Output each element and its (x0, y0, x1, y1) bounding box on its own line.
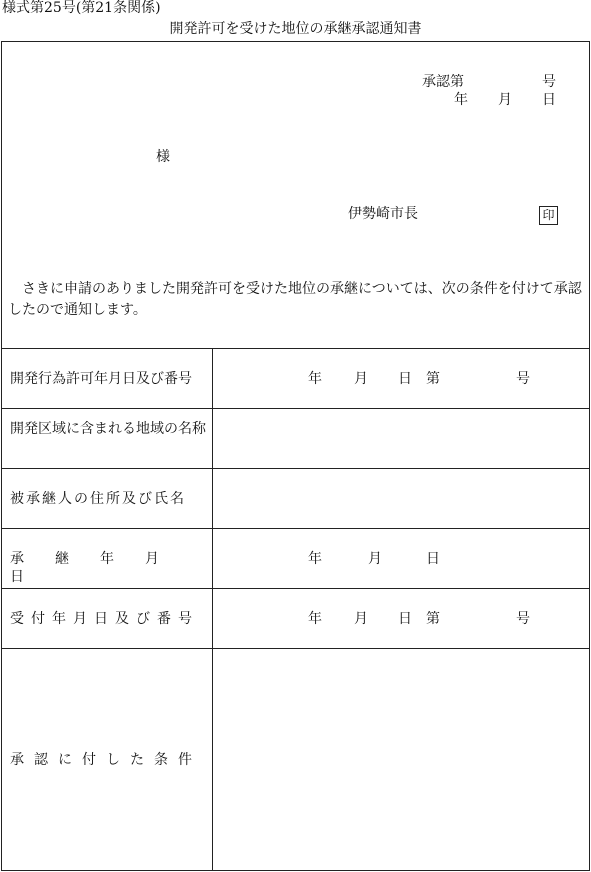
row-divider (2, 588, 589, 589)
row5-year: 年 (308, 611, 322, 627)
header-date-day: 日 (542, 92, 556, 108)
row1-month: 月 (354, 371, 368, 387)
label-permit-date-number: 開発行為許可年月日及び番号 (10, 371, 192, 387)
issuer-name: 伊勢崎市長 (348, 206, 418, 222)
notice-text: さきに申請のありました開発許可を受けた地位の承継については、次の条件を付けて承認したので通知します。 (8, 281, 582, 318)
label-development-area-name: 開発区域に含まれる地域の名称 (10, 421, 206, 437)
row-divider (2, 528, 589, 529)
label-receipt-date-number: 受付年月日及び番号 (10, 611, 199, 627)
addressee-suffix: 様 (156, 149, 170, 165)
form-frame (1, 41, 590, 871)
approval-number-prefix: 承認第 (422, 74, 464, 90)
row1-dai: 第 (426, 371, 440, 387)
form-reference: 様式第25号(第21条関係) (2, 0, 161, 16)
label-predecessor-address-name: 被承継人の住所及び氏名 (10, 491, 186, 507)
approval-number-suffix: 号 (542, 74, 556, 90)
row5-go: 号 (516, 611, 530, 627)
row4-day: 日 (426, 551, 440, 567)
row-divider (2, 648, 589, 649)
table-top-border (2, 348, 589, 349)
row4-year: 年 (308, 551, 322, 567)
label-approval-conditions: 承認に付した条件 (10, 752, 202, 768)
row1-year: 年 (308, 371, 322, 387)
row4-month: 月 (368, 551, 382, 567)
row5-dai: 第 (426, 611, 440, 627)
row-divider (2, 408, 589, 409)
header-date-year: 年 (454, 92, 468, 108)
column-divider (212, 348, 213, 871)
seal-mark: 印 (539, 206, 558, 225)
row5-month: 月 (354, 611, 368, 627)
row5-day: 日 (398, 611, 412, 627)
header-date-month: 月 (498, 92, 512, 108)
row1-go: 号 (516, 371, 530, 387)
row1-day: 日 (398, 371, 412, 387)
row-divider (2, 468, 589, 469)
document-title: 開発許可を受けた地位の承継承認通知書 (169, 21, 422, 37)
label-succession-date: 承継年月日 (10, 551, 190, 585)
